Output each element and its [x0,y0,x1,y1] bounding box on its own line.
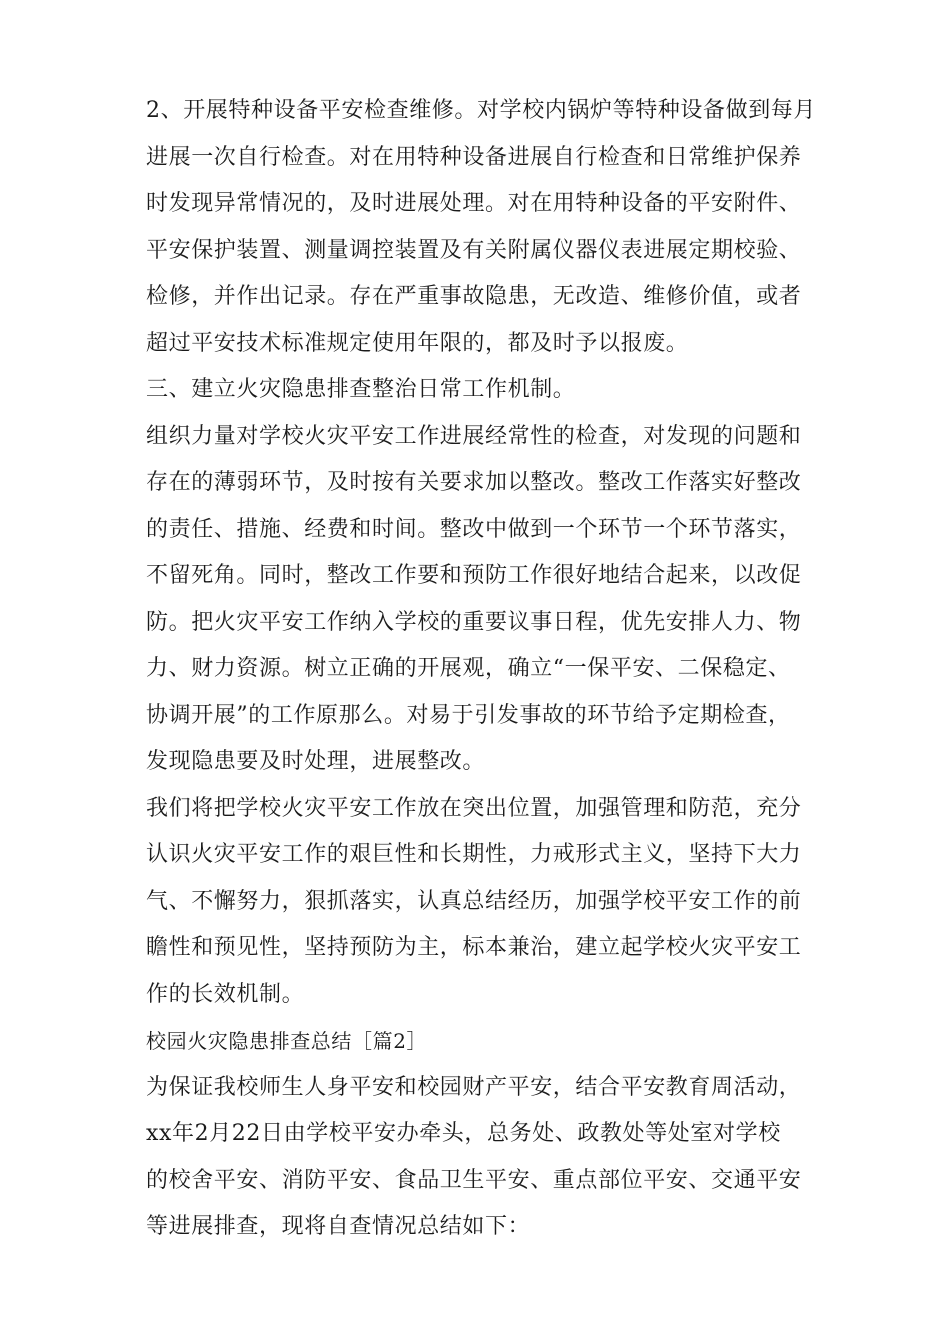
paragraph-line: 进展一次自行检查。对在用特种设备进展自行检查和日常维护保养 [146,144,802,170]
paragraph-line: 不留死角。同时，整改工作要和预防工作很好地结合起来，以改促 [146,563,802,588]
paragraph-line: 等进展排查，现将自查情况总结如下： [146,1214,531,1239]
document-body [146,88,816,1251]
paragraph-line: 平安保护装置、测量调控装置及有关附属仪器仪表进展定期校验、 [146,237,802,263]
document-title: 校园火灾隐患排查总结［篇2］ [146,1029,428,1053]
section-heading: 三、建立火灾隐患排查整治日常工作机制。 [146,377,576,402]
paragraph-line: 我们将把学校火灾平安工作放在突出位置，加强管理和防范，充分 [146,795,802,821]
paragraph-line: 瞻性和预见性，坚持预防为主，标本兼治，建立起学校火灾平安工 [146,935,802,960]
paragraph-line: 检修，并作出记录。存在严重事故隐患，无改造、维修价值，或者 [146,284,802,309]
paragraph-line: 认识火灾平安工作的艰巨性和长期性，力戒形式主义，坚持下大力 [146,842,802,867]
paragraph-line: 的校舍平安、消防平安、食品卫生平安、重点部位平安、交通平安 [146,1167,802,1193]
paragraph-line: xx年2月22日由学校平安办牵头，总务处、政教处等处室对学校 [146,1121,781,1146]
paragraph-line: 气、不懈努力，狠抓落实，认真总结经历，加强学校平安工作的前 [146,888,802,914]
paragraph-line: 为保证我校师生人身平安和校园财产平安，结合平安教育周活动， [146,1074,802,1100]
paragraph-line: 超过平安技术标准规定使用年限的，都及时予以报废。 [146,330,689,356]
paragraph-line: 协调开展”的工作原那么。对易于引发事故的环节给予定期检查， [146,702,791,728]
paragraph-line: 组织力量对学校火灾平安工作进展经常性的检查，对发现的问题和 [146,423,802,449]
paragraph-line: 2、开展特种设备平安检查维修。对学校内锅炉等特种设备做到每月 [146,98,816,123]
paragraph-line: 作的长效机制。 [146,981,305,1007]
paragraph-line: 发现隐患要及时处理，进展整改。 [146,749,486,774]
paragraph-line: 的责任、措施、经费和时间。整改中做到一个环节一个环节落实， [146,516,802,542]
paragraph-line: 时发现异常情况的，及时进展处理。对在用特种设备的平安附件、 [146,191,802,216]
paragraph-line: 防。把火灾平安工作纳入学校的重要议事日程，优先安排人力、物 [146,609,802,635]
paragraph-line: 力、财力资源。树立正确的开展观，确立“一保平安、二保稳定、 [146,656,791,681]
paragraph-line: 存在的薄弱环节，及时按有关要求加以整改。整改工作落实好整改 [146,470,802,495]
